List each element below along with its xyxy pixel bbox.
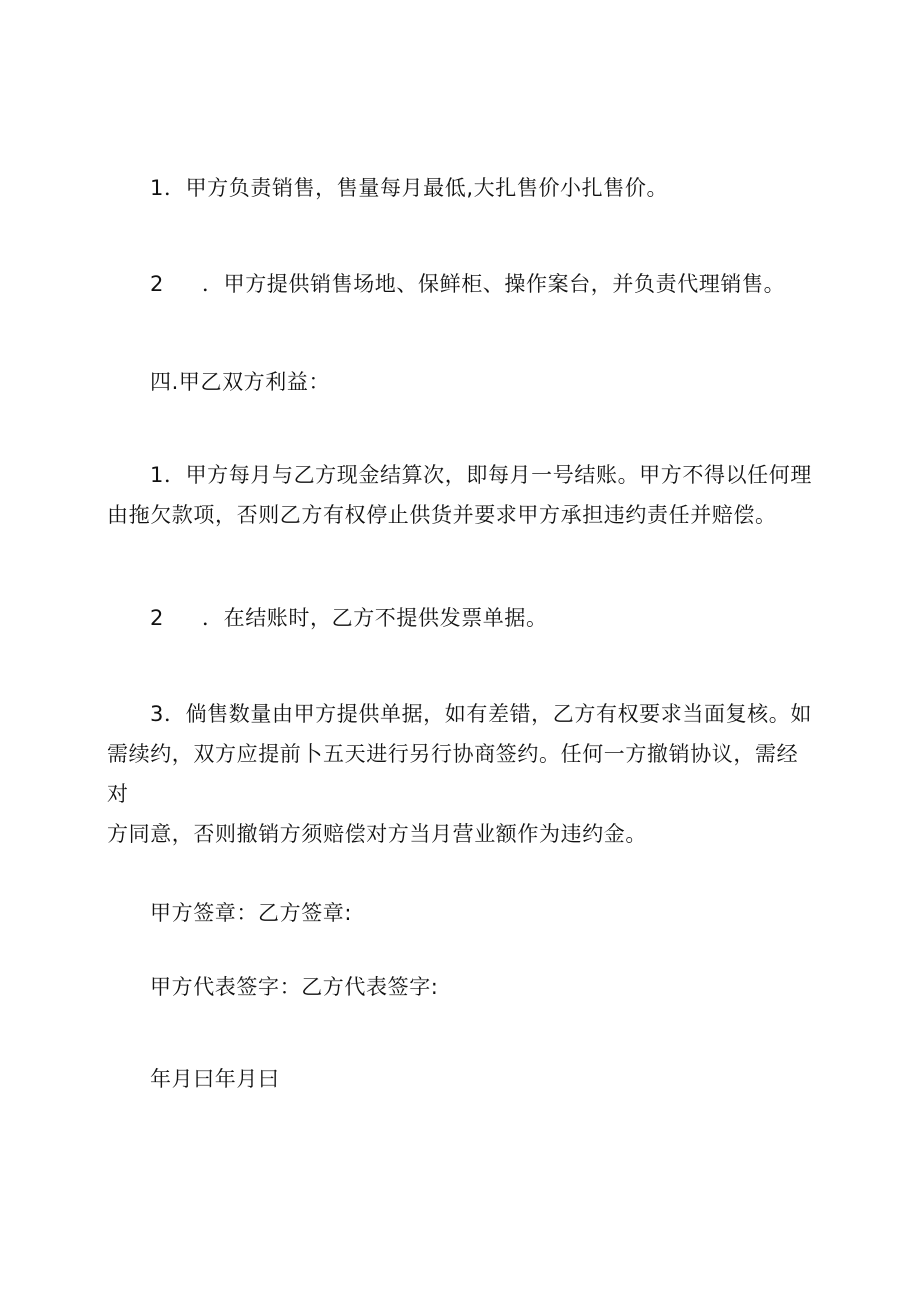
- clause-number: 2: [150, 272, 164, 296]
- clause-2-venue: [150, 264, 785, 304]
- clause-text: ．甲方提供销售场地、保鲜柜、操作案台，并负责代理销售。: [202, 272, 786, 296]
- section-title: 四.甲乙双方利益：: [150, 370, 331, 394]
- interest-clause-3-renewal: [107, 694, 813, 854]
- signature-seal-text: 甲方签章：乙方签章:: [150, 901, 353, 925]
- clause-text: ．甲方每月与乙方现金结算次，即每月一号结账。甲方不得以任何理: [163, 463, 812, 487]
- clause-text: ．在结账时，乙方不提供发票单据。: [202, 606, 548, 630]
- signature-date-text: 年月曰年月曰: [150, 1067, 280, 1091]
- signature-representative-line: [150, 967, 438, 1007]
- clause-text-continued: 由拖欠款项，否则乙方有权停止供货并要求甲方承担违约责任并赔偿。: [107, 503, 777, 527]
- clause-text: ．甲方负责销售，售量每月最低,大扎售价小扎售价。: [163, 176, 669, 200]
- clause-number: 1: [150, 176, 164, 200]
- clause-number: 1: [150, 463, 164, 487]
- signature-rep-text: 甲方代表签字：乙方代表签字:: [150, 975, 439, 999]
- clause-text-continued: 方同意，否则撤销方须赔偿对方当月营业额作为违约金。: [107, 822, 647, 846]
- section-heading-interests: [150, 362, 330, 402]
- interest-clause-2-invoice: [150, 598, 548, 638]
- clause-text-continued: 需续约，双方应提前卜五天进行另行协商签约。任何一方撤销协议，需经对: [107, 742, 799, 806]
- interest-clause-1-settlement: [107, 455, 813, 535]
- signature-seal-line: [150, 893, 352, 933]
- clause-number: 2: [150, 606, 164, 630]
- clause-1-sales: [150, 168, 668, 208]
- signature-date-line: [150, 1059, 280, 1099]
- clause-number: 3: [150, 702, 164, 726]
- clause-text: ．倘售数量由甲方提供单据，如有差错，乙方有权要求当面复核。如: [163, 702, 812, 726]
